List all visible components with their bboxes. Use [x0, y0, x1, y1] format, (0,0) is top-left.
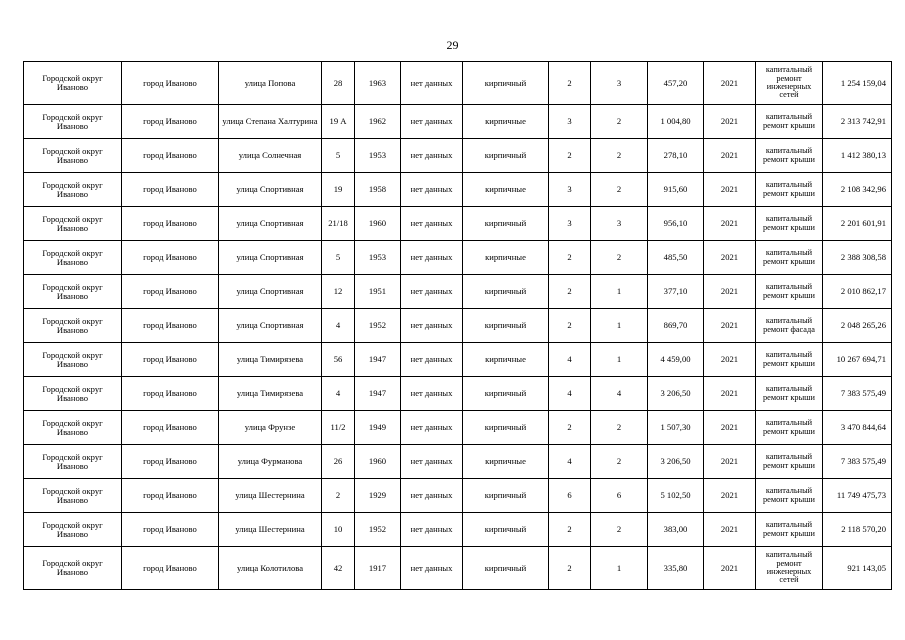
table-body [24, 62, 892, 590]
floors-cell: 2 [549, 241, 591, 275]
floors-cell: 6 [549, 479, 591, 513]
work-type-cell: капитальный ремонт крыши [756, 513, 823, 547]
area-cell: 1 004,80 [648, 105, 704, 139]
info-cell: нет данных [401, 62, 463, 105]
build-year-cell: 1958 [355, 173, 401, 207]
street-cell: улица Фурманова [219, 445, 322, 479]
district-cell: Городской округ Иваново [24, 207, 122, 241]
table-row [24, 139, 892, 173]
street-cell: улица Спортивная [219, 241, 322, 275]
work-type-cell: капитальный ремонт крыши [756, 173, 823, 207]
house-number-cell: 5 [322, 241, 355, 275]
city-cell: город Иваново [122, 173, 219, 207]
work-type-cell: капитальный ремонт крыши [756, 411, 823, 445]
table-row [24, 479, 892, 513]
work-type-cell: капитальный ремонт крыши [756, 275, 823, 309]
district-cell: Городской округ Иваново [24, 173, 122, 207]
entrances-cell: 3 [591, 62, 648, 105]
plan-year-cell: 2021 [704, 377, 756, 411]
cost-cell: 11 749 475,73 [823, 479, 892, 513]
work-type-cell: капитальный ремонт крыши [756, 241, 823, 275]
cost-cell: 7 383 575,49 [823, 445, 892, 479]
info-cell: нет данных [401, 411, 463, 445]
street-cell: улица Колотилова [219, 547, 322, 590]
district-cell: Городской округ Иваново [24, 105, 122, 139]
floors-cell: 4 [549, 343, 591, 377]
cost-cell: 2 010 862,17 [823, 275, 892, 309]
area-cell: 335,80 [648, 547, 704, 590]
house-number-cell: 11/2 [322, 411, 355, 445]
district-cell: Городской округ Иваново [24, 139, 122, 173]
build-year-cell: 1953 [355, 241, 401, 275]
wall-material-cell: кирпичные [463, 241, 549, 275]
plan-year-cell: 2021 [704, 411, 756, 445]
table-row [24, 547, 892, 590]
table-row [24, 173, 892, 207]
wall-material-cell: кирпичные [463, 173, 549, 207]
district-cell: Городской округ Иваново [24, 309, 122, 343]
plan-year-cell: 2021 [704, 139, 756, 173]
wall-material-cell: кирпичный [463, 377, 549, 411]
city-cell: город Иваново [122, 139, 219, 173]
build-year-cell: 1947 [355, 377, 401, 411]
wall-material-cell: кирпичный [463, 479, 549, 513]
cost-cell: 1 254 159,04 [823, 62, 892, 105]
city-cell: город Иваново [122, 275, 219, 309]
city-cell: город Иваново [122, 207, 219, 241]
info-cell: нет данных [401, 275, 463, 309]
entrances-cell: 4 [591, 377, 648, 411]
district-cell: Городской округ Иваново [24, 445, 122, 479]
area-cell: 869,70 [648, 309, 704, 343]
info-cell: нет данных [401, 479, 463, 513]
work-type-cell: капитальный ремонт крыши [756, 479, 823, 513]
street-cell: улица Степана Халтурина [219, 105, 322, 139]
street-cell: улица Спортивная [219, 173, 322, 207]
table-row [24, 207, 892, 241]
city-cell: город Иваново [122, 241, 219, 275]
info-cell: нет данных [401, 105, 463, 139]
entrances-cell: 2 [591, 241, 648, 275]
floors-cell: 3 [549, 207, 591, 241]
cost-cell: 2 313 742,91 [823, 105, 892, 139]
table-row [24, 411, 892, 445]
table-row [24, 275, 892, 309]
city-cell: город Иваново [122, 343, 219, 377]
floors-cell: 4 [549, 445, 591, 479]
house-number-cell: 19 А [322, 105, 355, 139]
city-cell: город Иваново [122, 411, 219, 445]
table-row [24, 105, 892, 139]
street-cell: улица Шестернина [219, 513, 322, 547]
work-type-cell: капитальный ремонт инженерных сетей [756, 547, 823, 590]
city-cell: город Иваново [122, 513, 219, 547]
district-cell: Городской округ Иваново [24, 547, 122, 590]
cost-cell: 2 108 342,96 [823, 173, 892, 207]
street-cell: улица Солнечная [219, 139, 322, 173]
table-row [24, 513, 892, 547]
house-number-cell: 21/18 [322, 207, 355, 241]
street-cell: улица Тимирязева [219, 343, 322, 377]
wall-material-cell: кирпичный [463, 139, 549, 173]
district-cell: Городской округ Иваново [24, 62, 122, 105]
entrances-cell: 2 [591, 513, 648, 547]
work-type-cell: капитальный ремонт крыши [756, 445, 823, 479]
area-cell: 1 507,30 [648, 411, 704, 445]
build-year-cell: 1951 [355, 275, 401, 309]
cost-cell: 1 412 380,13 [823, 139, 892, 173]
info-cell: нет данных [401, 139, 463, 173]
cost-cell: 2 118 570,20 [823, 513, 892, 547]
entrances-cell: 2 [591, 411, 648, 445]
street-cell: улица Спортивная [219, 309, 322, 343]
house-number-cell: 42 [322, 547, 355, 590]
house-number-cell: 2 [322, 479, 355, 513]
build-year-cell: 1962 [355, 105, 401, 139]
cost-cell: 10 267 694,71 [823, 343, 892, 377]
district-cell: Городской округ Иваново [24, 411, 122, 445]
plan-year-cell: 2021 [704, 445, 756, 479]
info-cell: нет данных [401, 343, 463, 377]
street-cell: улица Фрунзе [219, 411, 322, 445]
wall-material-cell: кирпичные [463, 445, 549, 479]
plan-year-cell: 2021 [704, 309, 756, 343]
build-year-cell: 1963 [355, 62, 401, 105]
district-cell: Городской округ Иваново [24, 343, 122, 377]
cost-cell: 2 201 601,91 [823, 207, 892, 241]
floors-cell: 2 [549, 513, 591, 547]
area-cell: 4 459,00 [648, 343, 704, 377]
floors-cell: 3 [549, 105, 591, 139]
table-row [24, 377, 892, 411]
plan-year-cell: 2021 [704, 62, 756, 105]
city-cell: город Иваново [122, 479, 219, 513]
cost-cell: 921 143,05 [823, 547, 892, 590]
house-number-cell: 5 [322, 139, 355, 173]
house-number-cell: 10 [322, 513, 355, 547]
plan-year-cell: 2021 [704, 547, 756, 590]
entrances-cell: 1 [591, 309, 648, 343]
cost-cell: 2 048 265,26 [823, 309, 892, 343]
floors-cell: 3 [549, 173, 591, 207]
table-row [24, 62, 892, 105]
street-cell: улица Тимирязева [219, 377, 322, 411]
info-cell: нет данных [401, 173, 463, 207]
wall-material-cell: кирпичный [463, 547, 549, 590]
entrances-cell: 3 [591, 207, 648, 241]
entrances-cell: 2 [591, 173, 648, 207]
area-cell: 5 102,50 [648, 479, 704, 513]
entrances-cell: 2 [591, 139, 648, 173]
floors-cell: 2 [549, 139, 591, 173]
work-type-cell: капитальный ремонт крыши [756, 377, 823, 411]
district-cell: Городской округ Иваново [24, 275, 122, 309]
wall-material-cell: кирпичный [463, 275, 549, 309]
street-cell: улица Шестернина [219, 479, 322, 513]
plan-year-cell: 2021 [704, 207, 756, 241]
city-cell: город Иваново [122, 309, 219, 343]
entrances-cell: 6 [591, 479, 648, 513]
area-cell: 915,60 [648, 173, 704, 207]
build-year-cell: 1947 [355, 343, 401, 377]
area-cell: 3 206,50 [648, 445, 704, 479]
build-year-cell: 1949 [355, 411, 401, 445]
work-type-cell: капитальный ремонт крыши [756, 105, 823, 139]
work-type-cell: капитальный ремонт инженерных сетей [756, 62, 823, 105]
floors-cell: 2 [549, 547, 591, 590]
repair-program-table [23, 61, 892, 590]
plan-year-cell: 2021 [704, 105, 756, 139]
entrances-cell: 2 [591, 445, 648, 479]
plan-year-cell: 2021 [704, 241, 756, 275]
work-type-cell: капитальный ремонт крыши [756, 343, 823, 377]
page-number: 29 [446, 38, 459, 52]
cost-cell: 2 388 308,58 [823, 241, 892, 275]
street-cell: улица Попова [219, 62, 322, 105]
info-cell: нет данных [401, 547, 463, 590]
wall-material-cell: кирпичный [463, 513, 549, 547]
wall-material-cell: кирпичные [463, 105, 549, 139]
info-cell: нет данных [401, 207, 463, 241]
area-cell: 956,10 [648, 207, 704, 241]
city-cell: город Иваново [122, 547, 219, 590]
district-cell: Городской округ Иваново [24, 479, 122, 513]
info-cell: нет данных [401, 445, 463, 479]
floors-cell: 2 [549, 309, 591, 343]
house-number-cell: 28 [322, 62, 355, 105]
build-year-cell: 1960 [355, 207, 401, 241]
work-type-cell: капитальный ремонт фасада [756, 309, 823, 343]
wall-material-cell: кирпичный [463, 411, 549, 445]
area-cell: 3 206,50 [648, 377, 704, 411]
city-cell: город Иваново [122, 105, 219, 139]
plan-year-cell: 2021 [704, 275, 756, 309]
table-row [24, 343, 892, 377]
area-cell: 457,20 [648, 62, 704, 105]
entrances-cell: 2 [591, 105, 648, 139]
district-cell: Городской округ Иваново [24, 513, 122, 547]
area-cell: 485,50 [648, 241, 704, 275]
floors-cell: 2 [549, 62, 591, 105]
info-cell: нет данных [401, 241, 463, 275]
street-cell: улица Спортивная [219, 275, 322, 309]
house-number-cell: 26 [322, 445, 355, 479]
build-year-cell: 1917 [355, 547, 401, 590]
district-cell: Городской округ Иваново [24, 241, 122, 275]
build-year-cell: 1952 [355, 309, 401, 343]
city-cell: город Иваново [122, 377, 219, 411]
wall-material-cell: кирпичные [463, 343, 549, 377]
info-cell: нет данных [401, 377, 463, 411]
table-row [24, 309, 892, 343]
district-cell: Городской округ Иваново [24, 377, 122, 411]
plan-year-cell: 2021 [704, 173, 756, 207]
floors-cell: 4 [549, 377, 591, 411]
build-year-cell: 1929 [355, 479, 401, 513]
floors-cell: 2 [549, 411, 591, 445]
cost-cell: 7 383 575,49 [823, 377, 892, 411]
house-number-cell: 4 [322, 377, 355, 411]
house-number-cell: 56 [322, 343, 355, 377]
city-cell: город Иваново [122, 445, 219, 479]
entrances-cell: 1 [591, 343, 648, 377]
wall-material-cell: кирпичный [463, 309, 549, 343]
entrances-cell: 1 [591, 275, 648, 309]
floors-cell: 2 [549, 275, 591, 309]
work-type-cell: капитальный ремонт крыши [756, 207, 823, 241]
wall-material-cell: кирпичный [463, 62, 549, 105]
table-row [24, 241, 892, 275]
street-cell: улица Спортивная [219, 207, 322, 241]
house-number-cell: 19 [322, 173, 355, 207]
build-year-cell: 1953 [355, 139, 401, 173]
area-cell: 377,10 [648, 275, 704, 309]
build-year-cell: 1960 [355, 445, 401, 479]
table-row [24, 445, 892, 479]
wall-material-cell: кирпичный [463, 207, 549, 241]
house-number-cell: 4 [322, 309, 355, 343]
work-type-cell: капитальный ремонт крыши [756, 139, 823, 173]
info-cell: нет данных [401, 309, 463, 343]
plan-year-cell: 2021 [704, 479, 756, 513]
city-cell: город Иваново [122, 62, 219, 105]
cost-cell: 3 470 844,64 [823, 411, 892, 445]
area-cell: 383,00 [648, 513, 704, 547]
build-year-cell: 1952 [355, 513, 401, 547]
house-number-cell: 12 [322, 275, 355, 309]
entrances-cell: 1 [591, 547, 648, 590]
plan-year-cell: 2021 [704, 513, 756, 547]
plan-year-cell: 2021 [704, 343, 756, 377]
area-cell: 278,10 [648, 139, 704, 173]
info-cell: нет данных [401, 513, 463, 547]
